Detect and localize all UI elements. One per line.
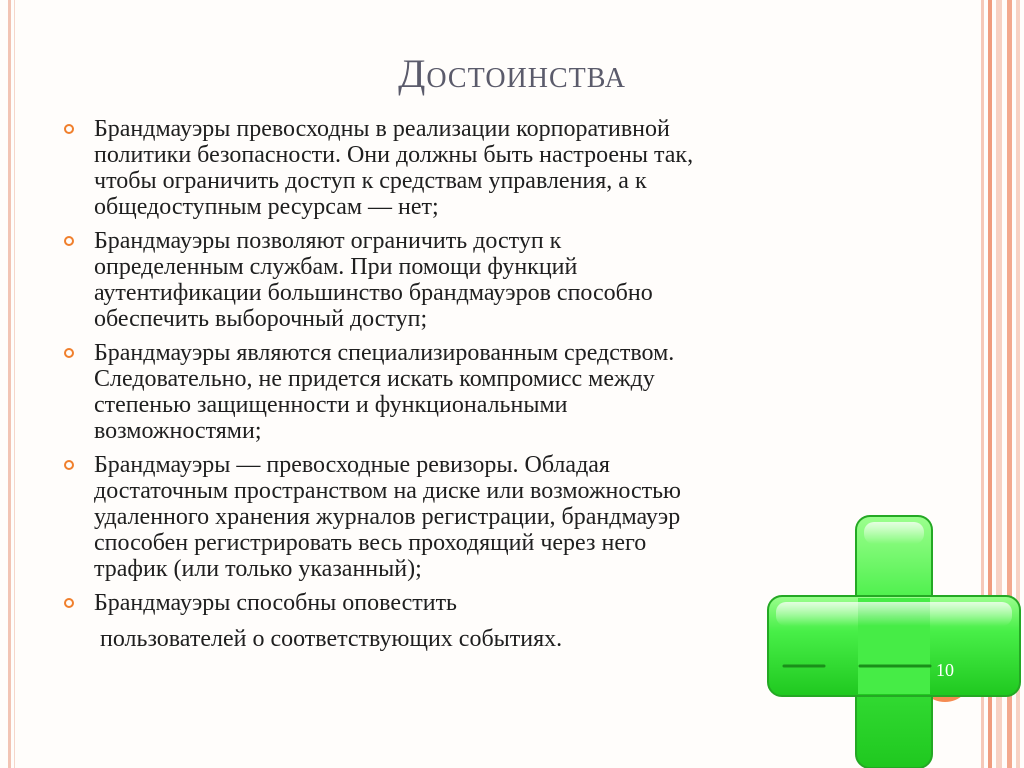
bullet-text: Брандмауэры превосходны в реализации корпоративной политики безопасности. Они должны быть настроены так, чтобы ограничить доступ к средствам управления, а к общедоступным ресурсам — нет; — [94, 116, 694, 220]
bullet-text: Брандмауэры являются специализированным средством. Следовательно, не придется искать компромисс между степенью защищенности и функциональными возможностями; — [94, 340, 675, 444]
bullet-circle-icon — [64, 236, 74, 246]
bullet-circle-icon — [64, 598, 74, 608]
bullet-item — [62, 116, 922, 220]
left-frame-line — [8, 0, 11, 768]
bullet-text: Брандмауэры способны оповестить — [94, 590, 457, 616]
slide-title: Достоинства — [398, 51, 626, 96]
slide-number: 10 — [936, 660, 954, 680]
bullet-item — [62, 228, 922, 332]
green-plus-icon — [764, 514, 1024, 768]
bullet-text: Брандмауэры — превосходные ревизоры. Обладая достаточным пространством на диске или возможностью удаленного хранения журналов регистрации, брандмауэр способен регистрировать весь проходящий через него трафик (или только указанный); — [94, 452, 681, 582]
bullet-circle-icon — [64, 124, 74, 134]
left-frame-inner-line — [14, 0, 15, 768]
bullet-circle-icon — [64, 460, 74, 470]
bullet-text: Брандмауэры позволяют ограничить доступ к определенным службам. При помощи функций аутентификации большинство брандмауэров способно обеспечить выборочный доступ; — [94, 228, 653, 332]
bullet-item — [62, 340, 922, 444]
bullet-continuation-text: пользователей о соответствующих событиях. — [100, 626, 563, 652]
bullet-circle-icon — [64, 348, 74, 358]
